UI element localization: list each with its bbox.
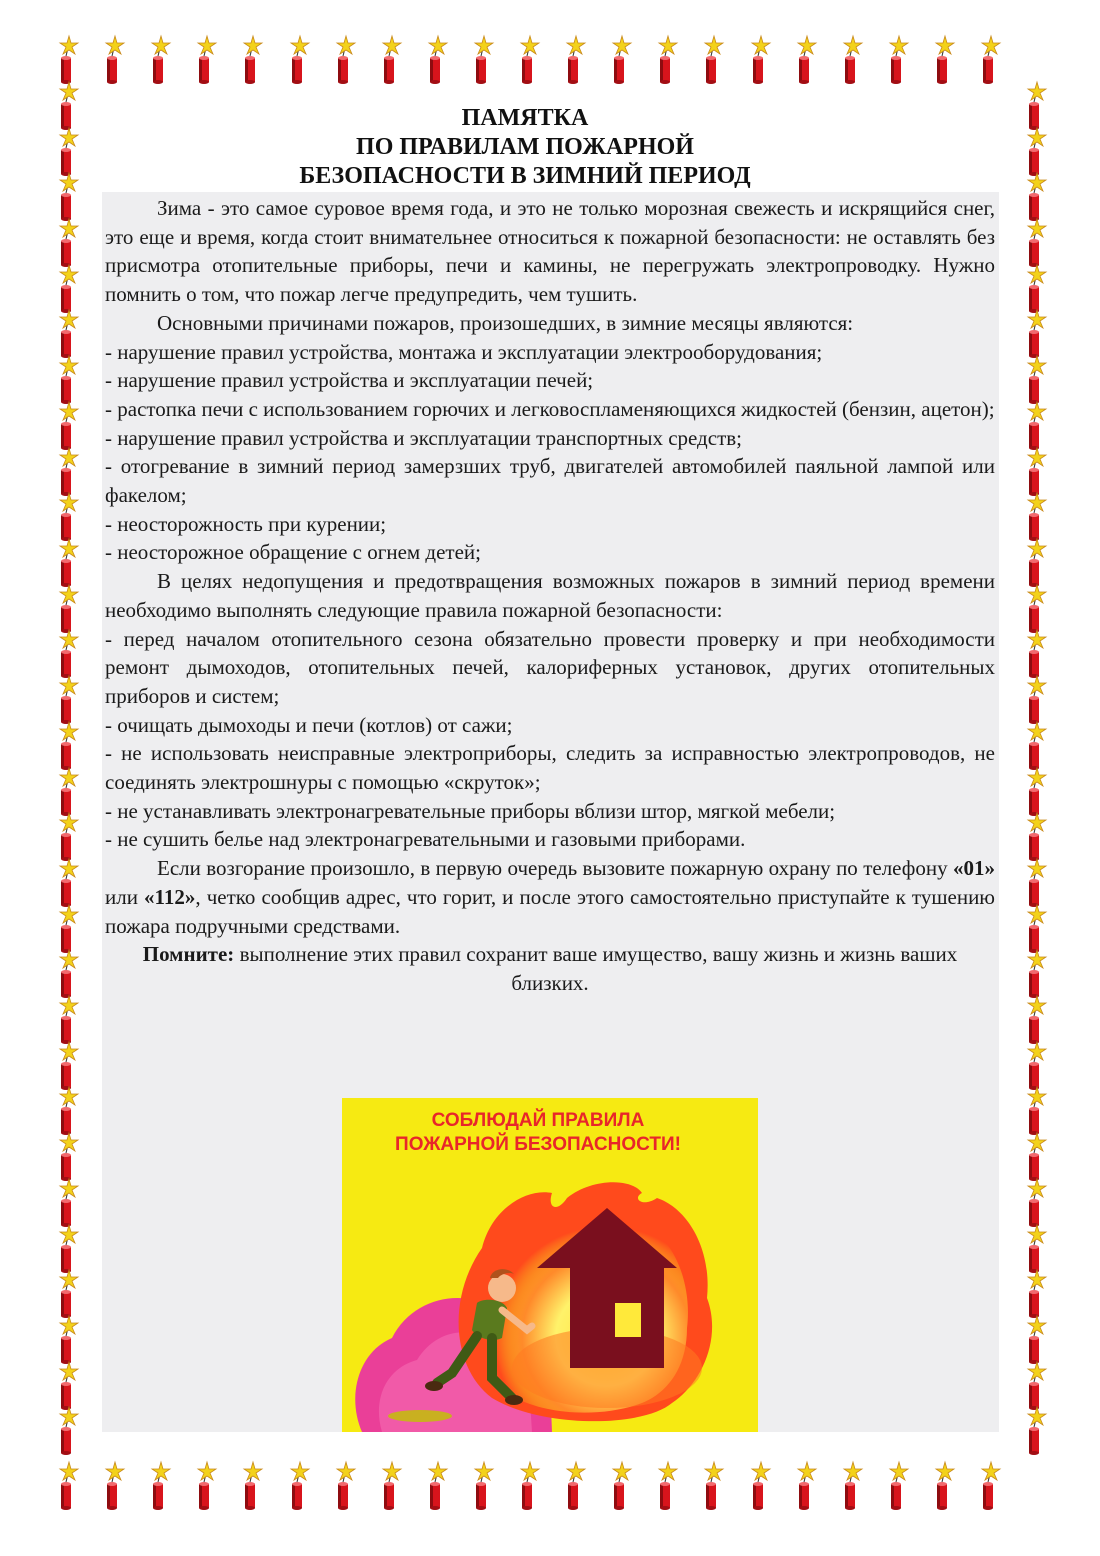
firecracker-icon — [60, 1042, 78, 1090]
firecracker-icon — [1028, 402, 1046, 450]
border-right-column — [1028, 82, 1046, 1455]
firecracker-icon — [429, 1462, 447, 1510]
intro-paragraph: Зима - это самое суровое время года, и это не только морозная свежесть и искрящийся снег, это еще и время, когда стоит внимательнее относиться к пожарной безопасности: не оставлять без присмотра отопительные приборы, печи и камины, не перегружать электропроводку. Нужно помнить о том, что пожар легче предупредить, чем тушить. — [105, 196, 995, 307]
firecracker-icon — [798, 1462, 816, 1510]
firecracker-icon — [60, 402, 78, 450]
firecracker-icon — [60, 722, 78, 770]
firecracker-icon — [60, 310, 78, 358]
memo-body — [105, 194, 995, 998]
firecracker-icon — [1028, 1179, 1046, 1227]
firecracker-icon — [521, 1462, 539, 1510]
rules-intro: В целях недопущения и предотвращения возможных пожаров в зимний период времени необходимо выполнять следующие правила пожарной безопасности: — [105, 569, 995, 622]
cause-item: - отогревание в зимний период замерзших труб, двигателей автомобилей паяльной лампой или факелом; — [105, 454, 995, 508]
firecracker-icon — [291, 36, 309, 84]
firecracker-icon — [1028, 219, 1046, 267]
firecracker-icon — [936, 1462, 954, 1510]
firecracker-icon — [106, 1462, 124, 1510]
border-left-column — [60, 82, 78, 1455]
title-line-3: БЕЗОПАСНОСТИ В ЗИМНИЙ ПЕРИОД — [299, 163, 751, 189]
firecracker-icon — [60, 1087, 78, 1135]
firecracker-icon — [60, 173, 78, 221]
emergency-text-3: , четко сообщив адрес, что горит, и после этого самостоятельно приступайте к тушению пожара подручными средствами. — [105, 884, 995, 938]
firecracker-icon — [60, 1362, 78, 1410]
firecracker-icon — [106, 36, 124, 84]
rule-item: - не устанавливать электронагревательные приборы вблизи штор, мягкой мебели; — [105, 798, 836, 823]
remember-text: выполнение этих правил сохранит ваше имущество, вашу жизнь и жизнь ваших близких. — [234, 942, 958, 995]
firecracker-icon — [60, 82, 78, 130]
firecracker-icon — [60, 539, 78, 587]
firecracker-icon — [1028, 768, 1046, 816]
firecracker-icon — [1028, 1316, 1046, 1364]
firecracker-icon — [1028, 82, 1046, 130]
poster-text-line-1: СОБЛЮДАЙ ПРАВИЛА — [431, 1110, 645, 1131]
firecracker-icon — [60, 676, 78, 724]
border-bottom-row — [60, 1462, 1000, 1510]
firecracker-icon — [1028, 950, 1046, 998]
firecracker-icon — [60, 585, 78, 633]
title-line-1: ПАМЯТКА — [461, 105, 589, 131]
rule-item: - не сушить белье над электронагревательными и газовыми приборами. — [105, 827, 746, 852]
puddle — [388, 1410, 452, 1422]
house-window — [615, 1303, 641, 1337]
firecracker-icon — [567, 36, 585, 84]
firecracker-icon — [798, 36, 816, 84]
firecracker-icon — [60, 265, 78, 313]
causes-intro: Основными причинами пожаров, произошедших, в зимние месяцы являются: — [157, 310, 854, 335]
firecracker-icon — [1028, 1407, 1046, 1455]
firecracker-icon — [1028, 813, 1046, 861]
firecracker-icon — [1028, 1133, 1046, 1181]
firecracker-icon — [429, 36, 447, 84]
firecracker-icon — [752, 1462, 770, 1510]
firecracker-icon — [60, 448, 78, 496]
firecracker-icon — [60, 859, 78, 907]
poster-text-line-2: ПОЖАРНОЙ БЕЗОПАСНОСТИ! — [395, 1134, 681, 1155]
firecracker-icon — [60, 493, 78, 541]
remember-paragraph — [105, 940, 995, 997]
phone-112: «112» — [144, 884, 196, 909]
firecracker-icon — [60, 813, 78, 861]
border-top-row — [60, 36, 1000, 84]
firecracker-icon — [60, 905, 78, 953]
firecracker-icon — [982, 36, 1000, 84]
firecracker-icon — [60, 36, 78, 84]
firecracker-icon — [475, 1462, 493, 1510]
rule-item: - очищать дымоходы и печи (котлов) от сажи; — [105, 712, 513, 737]
firecracker-icon — [752, 36, 770, 84]
firecracker-icon — [1028, 448, 1046, 496]
firecracker-icon — [291, 1462, 309, 1510]
firecracker-icon — [1028, 905, 1046, 953]
page-title — [120, 104, 930, 191]
firecracker-icon — [613, 1462, 631, 1510]
firecracker-icon — [659, 1462, 677, 1510]
firecracker-icon — [337, 1462, 355, 1510]
firecracker-icon — [936, 36, 954, 84]
phone-01: «01» — [953, 856, 995, 881]
emergency-text-1: Если возгорание произошло, в первую очередь вызовите пожарную охрану по телефону — [157, 856, 953, 881]
fire-safety-poster — [342, 1098, 758, 1432]
firecracker-icon — [1028, 585, 1046, 633]
firecracker-icon — [1028, 630, 1046, 678]
firecracker-icon — [152, 36, 170, 84]
emergency-text-2: или — [105, 884, 145, 909]
rule-item: - перед началом отопительного сезона обязательно провести проверку и при необходимости ремонт дымоходов, отопительных печей, калориферных установок, других отопительных приборов и систем; — [105, 626, 995, 708]
firecracker-icon — [60, 219, 78, 267]
cause-item: - неосторожное обращение с огнем детей; — [105, 540, 482, 565]
firecracker-icon — [890, 1462, 908, 1510]
emergency-paragraph — [105, 854, 995, 940]
firecracker-icon — [1028, 265, 1046, 313]
firecracker-icon — [1028, 539, 1046, 587]
remember-label: Помните: — [142, 942, 235, 967]
firecracker-icon — [1028, 676, 1046, 724]
firecracker-icon — [1028, 859, 1046, 907]
firecracker-icon — [1028, 1087, 1046, 1135]
firecracker-icon — [60, 1407, 78, 1455]
firecracker-icon — [198, 1462, 216, 1510]
firecracker-icon — [475, 36, 493, 84]
firecracker-icon — [1028, 493, 1046, 541]
title-line-2: ПО ПРАВИЛАМ ПОЖАРНОЙ — [356, 134, 694, 160]
firecracker-icon — [1028, 1042, 1046, 1090]
firecracker-icon — [1028, 1362, 1046, 1410]
firecracker-icon — [337, 36, 355, 84]
firecracker-icon — [844, 36, 862, 84]
cause-item: - нарушение правил устройства и эксплуатации печей; — [105, 368, 594, 393]
firecracker-icon — [60, 356, 78, 404]
firecracker-icon — [1028, 356, 1046, 404]
firecracker-icon — [705, 36, 723, 84]
firecracker-icon — [890, 36, 908, 84]
firecracker-icon — [383, 36, 401, 84]
firecracker-icon — [60, 1133, 78, 1181]
firecracker-icon — [982, 1462, 1000, 1510]
firecracker-icon — [60, 768, 78, 816]
cause-item: - неосторожность при курении; — [105, 511, 387, 536]
firecracker-icon — [659, 36, 677, 84]
firecracker-icon — [844, 1462, 862, 1510]
firecracker-icon — [1028, 310, 1046, 358]
firecracker-icon — [705, 1462, 723, 1510]
firecracker-icon — [60, 1225, 78, 1273]
firecracker-icon — [567, 1462, 585, 1510]
firecracker-icon — [244, 1462, 262, 1510]
firecracker-icon — [1028, 1225, 1046, 1273]
firecracker-icon — [1028, 128, 1046, 176]
firecracker-icon — [60, 1462, 78, 1510]
firecracker-icon — [613, 36, 631, 84]
firecracker-icon — [60, 950, 78, 998]
firecracker-icon — [244, 36, 262, 84]
cause-item: - нарушение правил устройства, монтажа и эксплуатации электрооборудования; — [105, 339, 823, 364]
cause-item: - нарушение правил устройства и эксплуатации транспортных средств; — [105, 425, 742, 450]
cause-item: - растопка печи с использованием горючих и легковоспламеняющихся жидкостей (бензин, ацетон); — [105, 396, 995, 421]
firecracker-icon — [60, 1179, 78, 1227]
firecracker-icon — [60, 128, 78, 176]
firecracker-icon — [60, 1270, 78, 1318]
firecracker-icon — [60, 630, 78, 678]
firecracker-icon — [198, 36, 216, 84]
firecracker-icon — [521, 36, 539, 84]
rule-item: - не использовать неисправные электроприборы, следить за исправностью электропроводов, не соединять электрошнуры с помощью «скруток»; — [105, 741, 995, 795]
firecracker-icon — [1028, 1270, 1046, 1318]
firecracker-icon — [60, 996, 78, 1044]
firecracker-icon — [1028, 996, 1046, 1044]
firecracker-icon — [1028, 722, 1046, 770]
firecracker-icon — [383, 1462, 401, 1510]
firecracker-icon — [60, 1316, 78, 1364]
firecracker-icon — [1028, 173, 1046, 221]
firecracker-icon — [152, 1462, 170, 1510]
